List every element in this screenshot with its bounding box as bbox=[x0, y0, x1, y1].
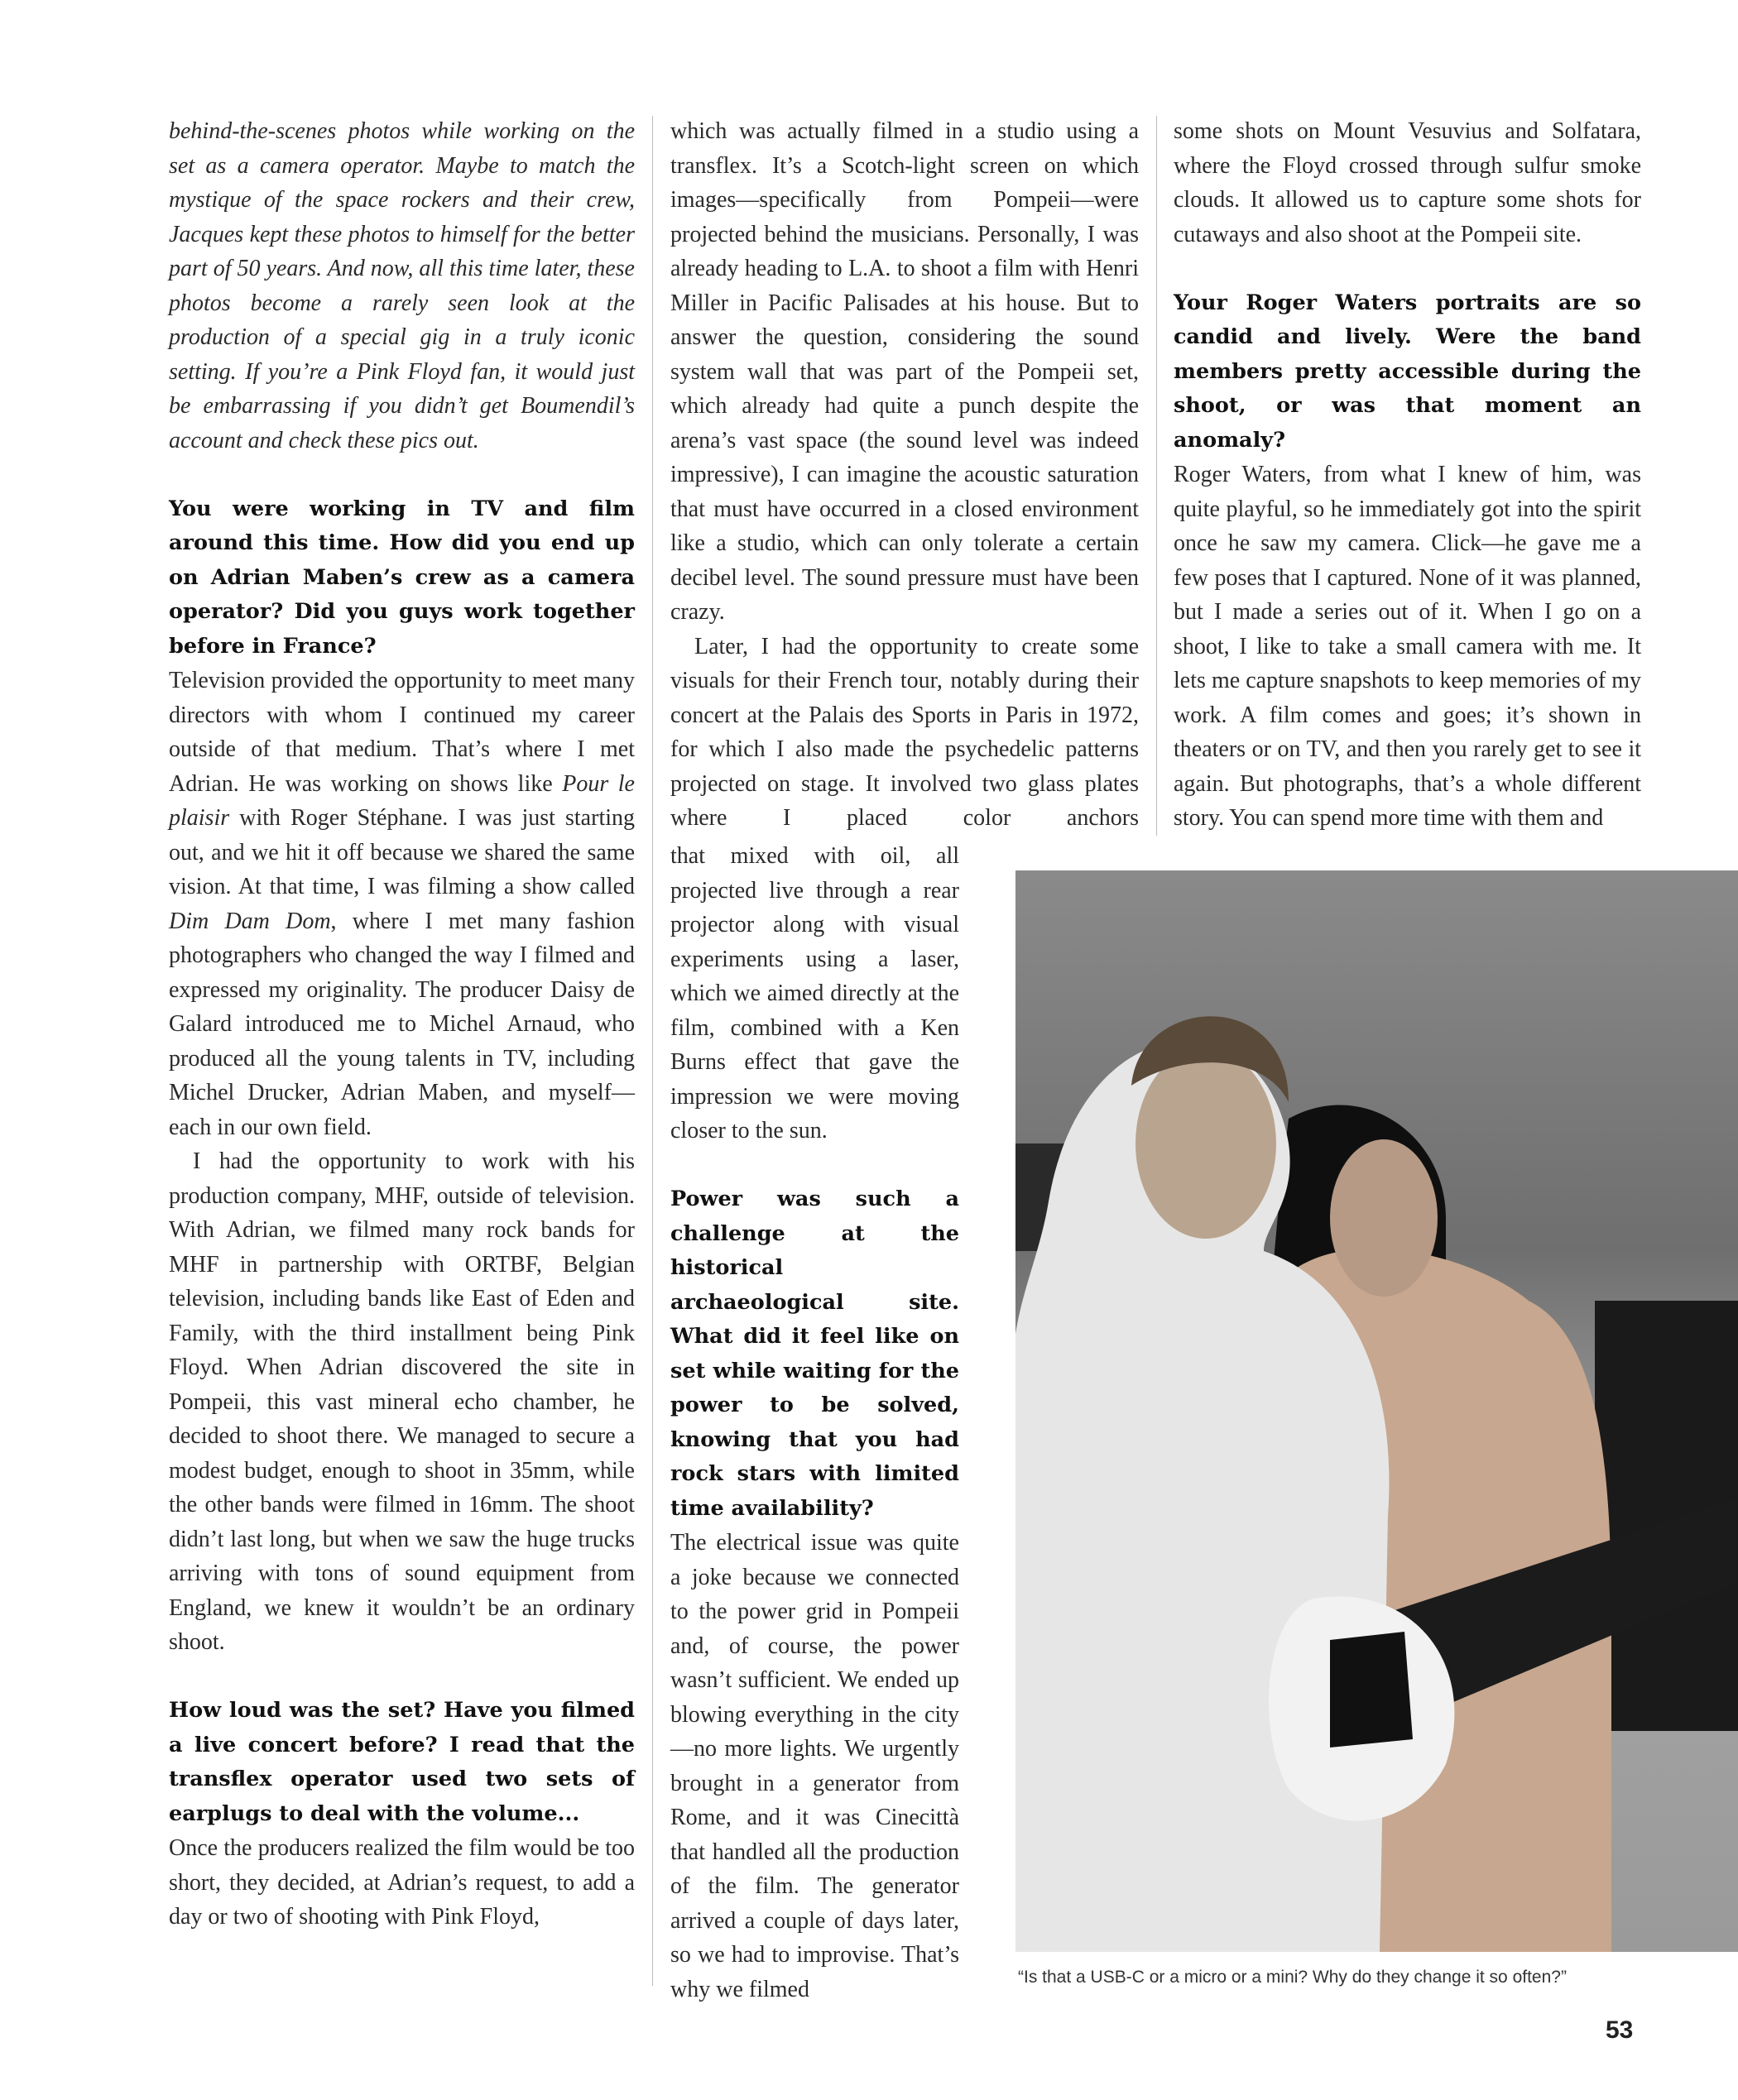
show-title: Dim Dam Dom bbox=[169, 908, 331, 934]
column-1 bbox=[169, 114, 635, 1935]
question-2: How loud was the set? Have you filmed a live concert before? I read that the transflex operator used two sets of earplugs to deal with the volume... bbox=[169, 1698, 635, 1826]
photo-caption: “Is that a USB-C or a micro or a mini? Why do they change it so often?” bbox=[1018, 1968, 1567, 1987]
column-rule bbox=[652, 116, 653, 1986]
column-2-narrow bbox=[670, 839, 959, 2007]
answer-text: Television provided the opportunity to meet many directors with whom I continued my career outside of that medium. That’s where I met Adrian. He was working on shows like bbox=[169, 668, 635, 797]
answer-2b-wide: Later, I had the opportunity to create some visuals for their French tour, notably during their concert at the Palais des Sports in Paris in 1972, for which I also made the psychedelic patterns projected on stage. It involved two glass plates where I placed color anchors bbox=[670, 633, 1139, 831]
question-1: You were working in TV and film around this time. How did you end up on Adrian Maben’s crew as a camera operator? Did you guys work together before in France? bbox=[169, 496, 635, 659]
show-title: Pour le plaisir bbox=[169, 770, 635, 831]
photo-illustration bbox=[1015, 870, 1738, 1952]
column-rule bbox=[1156, 116, 1157, 836]
answer-2: Once the producers realized the film would be too short, they decided, at Adrian’s request, to add a day or two of shooting with Pink Floyd, bbox=[169, 1835, 635, 1930]
answer-text: with Roger Stéphane. I was just starting out, and we hit it off because we shared the same vision. At that time, I was filming a show called bbox=[169, 805, 635, 899]
column-2 bbox=[670, 114, 1139, 836]
intro-paragraph: behind-the-scenes photos while working on the set as a camera operator. Maybe to match the mystique of the space rockers and their crew, Jacques kept these photos to himself for the better part of 50 years. And now, all this time later, these photos become a rarely seen look at the production of a special gig in a truly iconic setting. If you’re a Pink Floyd fan, it would just be embarrassing if you didn’t get Boumendil’s account and check these pics out. bbox=[169, 118, 635, 453]
column-3 bbox=[1174, 114, 1641, 836]
answer-2b-narrow: that mixed with oil, all projected live through a rear projector along with visual experiments using a laser, which we aimed directly at the film, combined with a Ken Burns effect that gave the impression we were moving closer to the sun. bbox=[670, 843, 959, 1143]
question-3: Power was such a challenge at the historical archaeological site. What did it feel like on set while waiting for the power to be solved, knowing that you had rock stars with limited time availability? bbox=[670, 1187, 959, 1521]
answer-2-continued: which was actually filmed in a studio using a transflex. It’s a Scotch-light screen on which images—specifically from Pompeii—were projected behind the musicians. Personally, I was already heading to L.A. to shoot a film with Henri Miller in Pacific Palisades at his house. But to answer the question, considering the sound system wall that was part of the Pompeii set, which already had quite a punch despite the arena’s vast space (the sound level was indeed impressive), I can imagine the acoustic saturation that must have occurred in a closed environment like a studio, which can only tolerate a certain decibel level. The sound pressure must have been crazy. bbox=[670, 118, 1139, 625]
answer-3-continued: some shots on Mount Vesuvius and Solfatara, where the Floyd crossed through sulfur smoke clouds. It allowed us to capture some shots for cutaways and also shoot at the Pompeii site. bbox=[1174, 118, 1641, 247]
band-photo bbox=[1015, 870, 1738, 1952]
page-number: 53 bbox=[1606, 2016, 1634, 2044]
answer-1-continued: I had the opportunity to work with his production company, MHF, outside of television. With Adrian, we filmed many rock bands for MHF in partnership with ORTBF, Belgian television, including bands like East of Eden and Family, with the third installment being Pink Floyd. When Adrian discovered the site in Pompeii, this vast mineral echo chamber, he decided to shoot there. We managed to secure a modest budget, enough to shoot in 35mm, while the other bands were filmed in 16mm. The shoot didn’t last long, but when we saw the huge trucks arriving with tons of sound equipment from England, we knew it wouldn’t be an ordinary shoot. bbox=[169, 1148, 635, 1655]
answer-3: The electrical issue was quite a joke because we connected to the power grid in Pompeii and, of course, the power wasn’t sufficient. We ended up blowing everything in the city—no more lights. We urgently brought in a generator from Rome, and it was Cinecittà that handled all the production of the film. The generator arrived a couple of days later, so we had to improvise. That’s why we filmed bbox=[670, 1530, 959, 2002]
answer-text: , where I met many fashion photographers who changed the way I filmed and expressed my originality. The producer Daisy de Galard introduced me to Michel Arnaud, who produced all the young talents in TV, including Michel Drucker, Adrian Maben, and myself—each in our own field. bbox=[169, 908, 635, 1140]
answer-1 bbox=[169, 664, 635, 1144]
question-4: Your Roger Waters portraits are so candid and lively. Were the band members pretty accessible during the shoot, or was that moment an anomaly? bbox=[1174, 290, 1641, 453]
answer-4: Roger Waters, from what I knew of him, was quite playful, so he immediately got into the spirit once he saw my camera. Click—he gave me a few poses that I captured. None of it was planned, but I made a series out of it. When I go on a shoot, I like to take a small camera with me. It lets me capture snapshots to keep memories of my work. A film comes and goes; it’s shown in theaters or on TV, and then you rarely get to see it again. But photographs, that’s a whole different story. You can spend more time with them and bbox=[1174, 462, 1641, 831]
